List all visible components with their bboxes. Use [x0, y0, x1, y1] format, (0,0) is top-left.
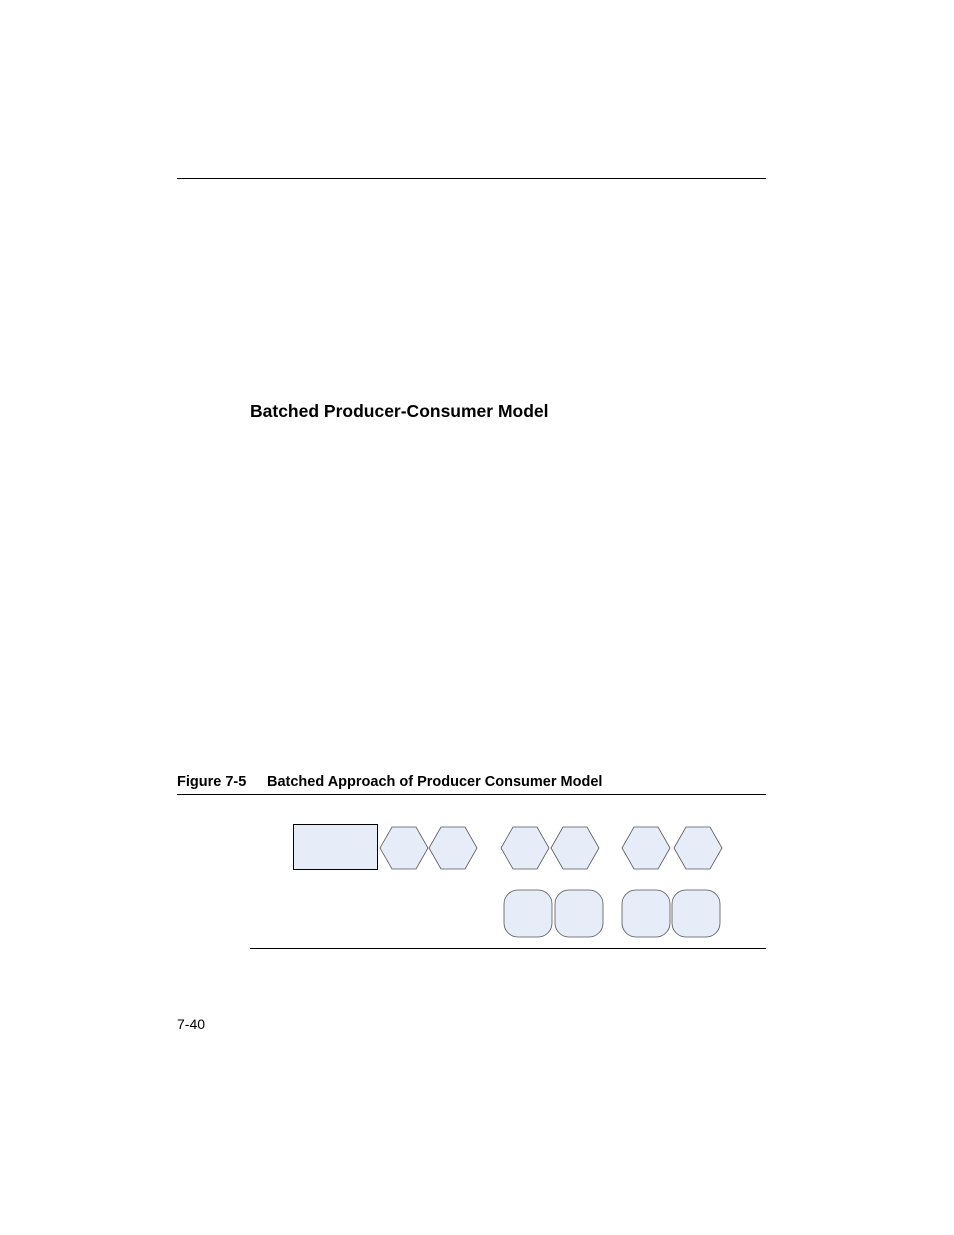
hexagon-batch2-a [501, 827, 549, 869]
hexagon-batch2-b [551, 827, 599, 869]
section-heading: Batched Producer-Consumer Model [250, 401, 549, 421]
hexagon-batch3-b [674, 827, 722, 869]
hexagon-batch1-b [429, 827, 477, 869]
figure-title: Batched Approach of Producer Consumer Model [267, 774, 603, 790]
producer-box [294, 825, 378, 870]
figure-bottom-rule [250, 948, 766, 949]
consumer-batch3-a [622, 890, 670, 937]
consumer-batch2-a [504, 890, 552, 937]
figure-number: Figure 7-5 [177, 774, 247, 790]
hexagon-batch1-a [380, 827, 428, 869]
page-number: 7-40 [177, 1016, 206, 1032]
hexagon-batch3-a [622, 827, 670, 869]
consumer-batch2-b [555, 890, 603, 937]
consumer-batch3-b [672, 890, 720, 937]
